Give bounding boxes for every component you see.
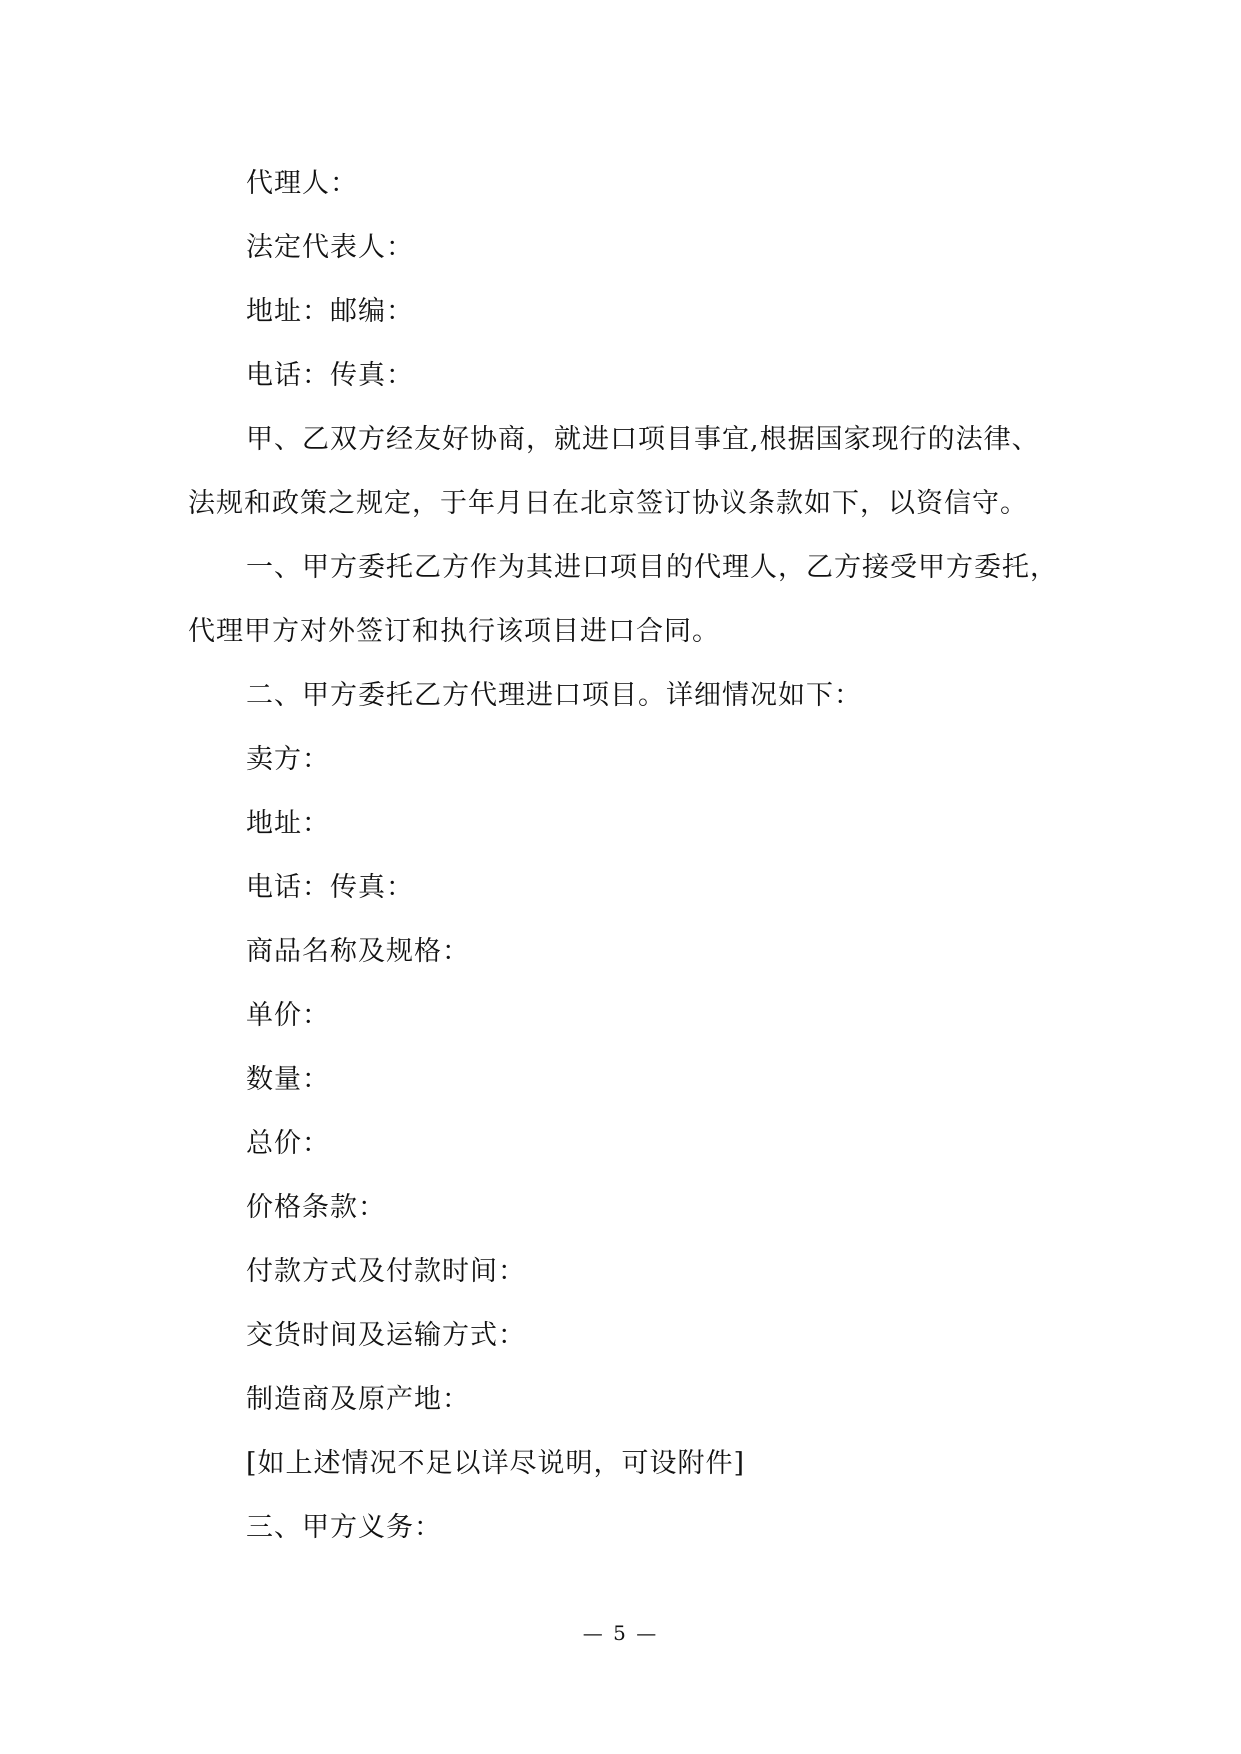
page-number: — 5 — [582,1621,659,1645]
clause-one-line: 一、甲方委托乙方作为其进口项目的代理人，乙方接受甲方委托， [246,552,1058,583]
quantity-label: 数量： [246,1064,330,1095]
legal-representative-label: 法定代表人： [246,232,414,263]
goods-name-spec-label: 商品名称及规格： [246,936,470,967]
clause-two-heading: 二、甲方委托乙方代理进口项目。详细情况如下： [246,680,862,711]
payment-method-label: 付款方式及付款时间： [246,1256,526,1287]
attachment-note: [如上述情况不足以详尽说明，可设附件] [246,1448,746,1479]
clause-one-line: 代理甲方对外签订和执行该项目进口合同。 [188,616,720,647]
total-price-label: 总价： [246,1128,330,1159]
address-postcode-label: 地址：邮编： [246,296,414,327]
seller-address-label: 地址： [246,808,330,839]
seller-phone-fax-label: 电话：传真： [246,872,414,903]
agent-label: 代理人： [246,168,358,199]
phone-fax-label: 电话：传真： [246,360,414,391]
paragraph-line: 法规和政策之规定，于年月日在北京签订协议条款如下，以资信守。 [188,488,1028,519]
seller-label: 卖方： [246,744,330,775]
price-terms-label: 价格条款： [246,1192,386,1223]
paragraph-line: 甲、乙双方经友好协商，就进口项目事宜,根据国家现行的法律、 [246,424,1040,455]
unit-price-label: 单价： [246,1000,330,1031]
delivery-transport-label: 交货时间及运输方式： [246,1320,526,1351]
manufacturer-origin-label: 制造商及原产地： [246,1384,470,1415]
clause-three-heading: 三、甲方义务： [246,1512,442,1543]
